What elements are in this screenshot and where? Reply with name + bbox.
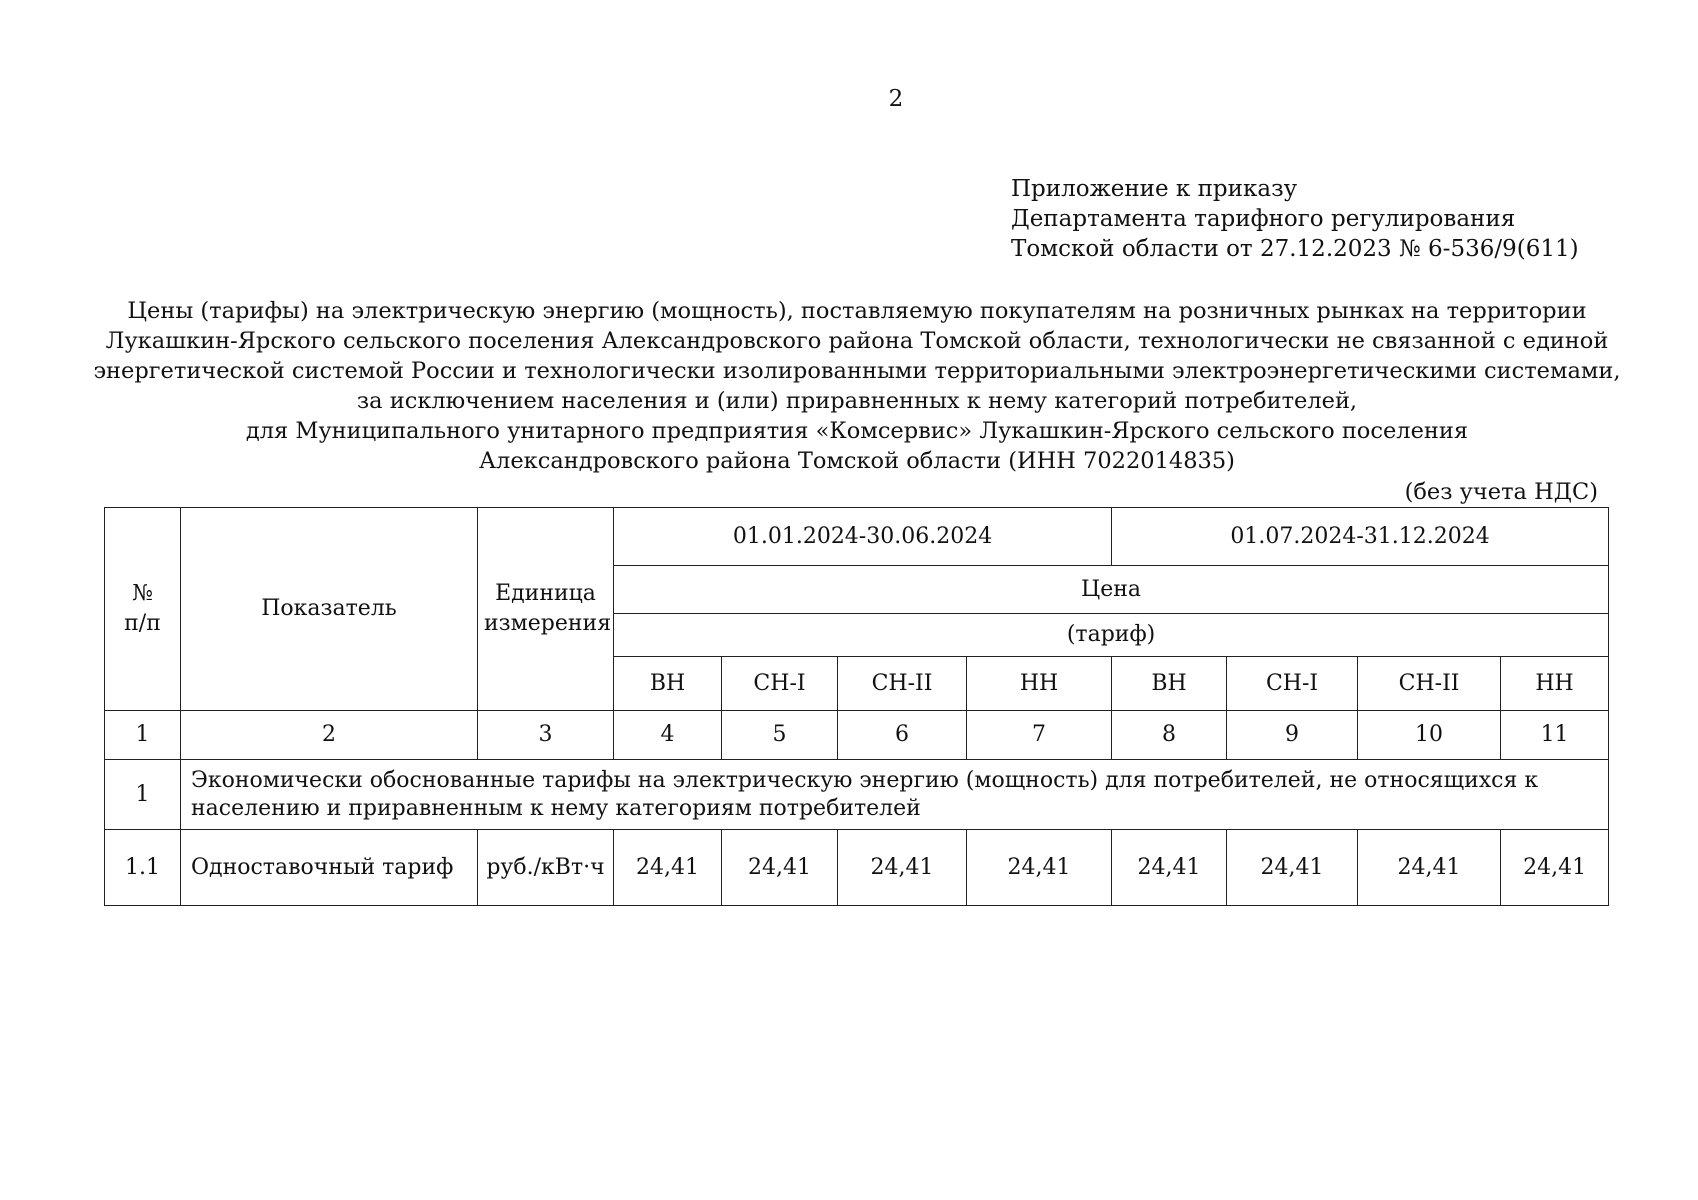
- tariff-value: 24,41: [1358, 830, 1501, 906]
- header-level: СН-I: [1227, 657, 1358, 711]
- column-number: 11: [1501, 711, 1609, 760]
- header-num: [105, 508, 181, 711]
- header-tariff: (тариф): [614, 614, 1609, 657]
- header-row-periods: [105, 508, 1609, 566]
- appendix-line: Томской области от 27.12.2023 № 6-536/9(611): [1011, 236, 1579, 262]
- header-indicator: Показатель: [181, 508, 478, 711]
- header-unit-line1: Единица: [495, 581, 596, 606]
- section-text: Экономически обоснованные тарифы на электрическую энергию (мощность) для потребителей, не относящихся к населению и приравненным к нему категориям потребителей: [181, 760, 1609, 830]
- section-row: [105, 760, 1609, 830]
- header-price: Цена: [614, 566, 1609, 614]
- header-level: СН-I: [722, 657, 838, 711]
- row-indicator: Одноставочный тариф: [181, 830, 478, 906]
- page-number: 2: [888, 86, 904, 112]
- header-period-1: 01.01.2024-30.06.2024: [614, 508, 1112, 566]
- header-level: НН: [1501, 657, 1609, 711]
- header-unit: [478, 508, 614, 711]
- title-line: для Муниципального унитарного предприятия «Комсервис» Лукашкин-Ярского сельского поселения: [245, 418, 1469, 444]
- tariff-value: 24,41: [967, 830, 1112, 906]
- column-number: 6: [838, 711, 967, 760]
- tariff-value: 24,41: [1501, 830, 1609, 906]
- column-number: 10: [1358, 711, 1501, 760]
- tariff-value: 24,41: [1227, 830, 1358, 906]
- tariff-value: 24,41: [614, 830, 722, 906]
- column-number: 5: [722, 711, 838, 760]
- section-num: 1: [105, 760, 181, 830]
- column-number: 9: [1227, 711, 1358, 760]
- column-number-row: [105, 711, 1609, 760]
- column-number: 1: [105, 711, 181, 760]
- header-num-line1: №: [132, 581, 153, 606]
- header-level: СН-II: [838, 657, 967, 711]
- title-line: Александровского района Томской области (ИНН 7022014835): [479, 448, 1235, 474]
- header-unit-line2: измерения: [484, 611, 612, 636]
- title-line: Лукашкин-Ярского сельского поселения Александровского района Томской области, технологически не связанной с единой: [105, 328, 1609, 354]
- title-line: за исключением населения и (или) приравненных к нему категорий потребителей,: [356, 388, 1358, 414]
- header-level: ВН: [1112, 657, 1227, 711]
- column-number: 4: [614, 711, 722, 760]
- header-level: ВН: [614, 657, 722, 711]
- tariff-value: 24,41: [722, 830, 838, 906]
- tariff-value: 24,41: [838, 830, 967, 906]
- column-number: 2: [181, 711, 478, 760]
- table-row: [105, 830, 1609, 906]
- title-line: энергетической системой России и технологически изолированными территориальными электроэнергетическими системами,: [93, 358, 1621, 384]
- header-level: СН-II: [1358, 657, 1501, 711]
- header-level: НН: [967, 657, 1112, 711]
- title-line: Цены (тарифы) на электрическую энергию (мощность), поставляемую покупателям на розничных рынках на территории: [127, 298, 1587, 324]
- tariff-table: [104, 507, 1609, 906]
- row-unit: руб./кВт·ч: [478, 830, 614, 906]
- header-period-2: 01.07.2024-31.12.2024: [1112, 508, 1609, 566]
- vat-note: (без учета НДС): [1404, 479, 1598, 505]
- column-number: 8: [1112, 711, 1227, 760]
- appendix-reference: [1011, 174, 1579, 264]
- tariff-value: 24,41: [1112, 830, 1227, 906]
- appendix-line: Департамента тарифного регулирования: [1011, 206, 1516, 232]
- row-num: 1.1: [105, 830, 181, 906]
- column-number: 7: [967, 711, 1112, 760]
- header-num-line2: п/п: [124, 611, 161, 636]
- document-title: [0, 296, 1698, 476]
- appendix-line: Приложение к приказу: [1011, 176, 1298, 202]
- column-number: 3: [478, 711, 614, 760]
